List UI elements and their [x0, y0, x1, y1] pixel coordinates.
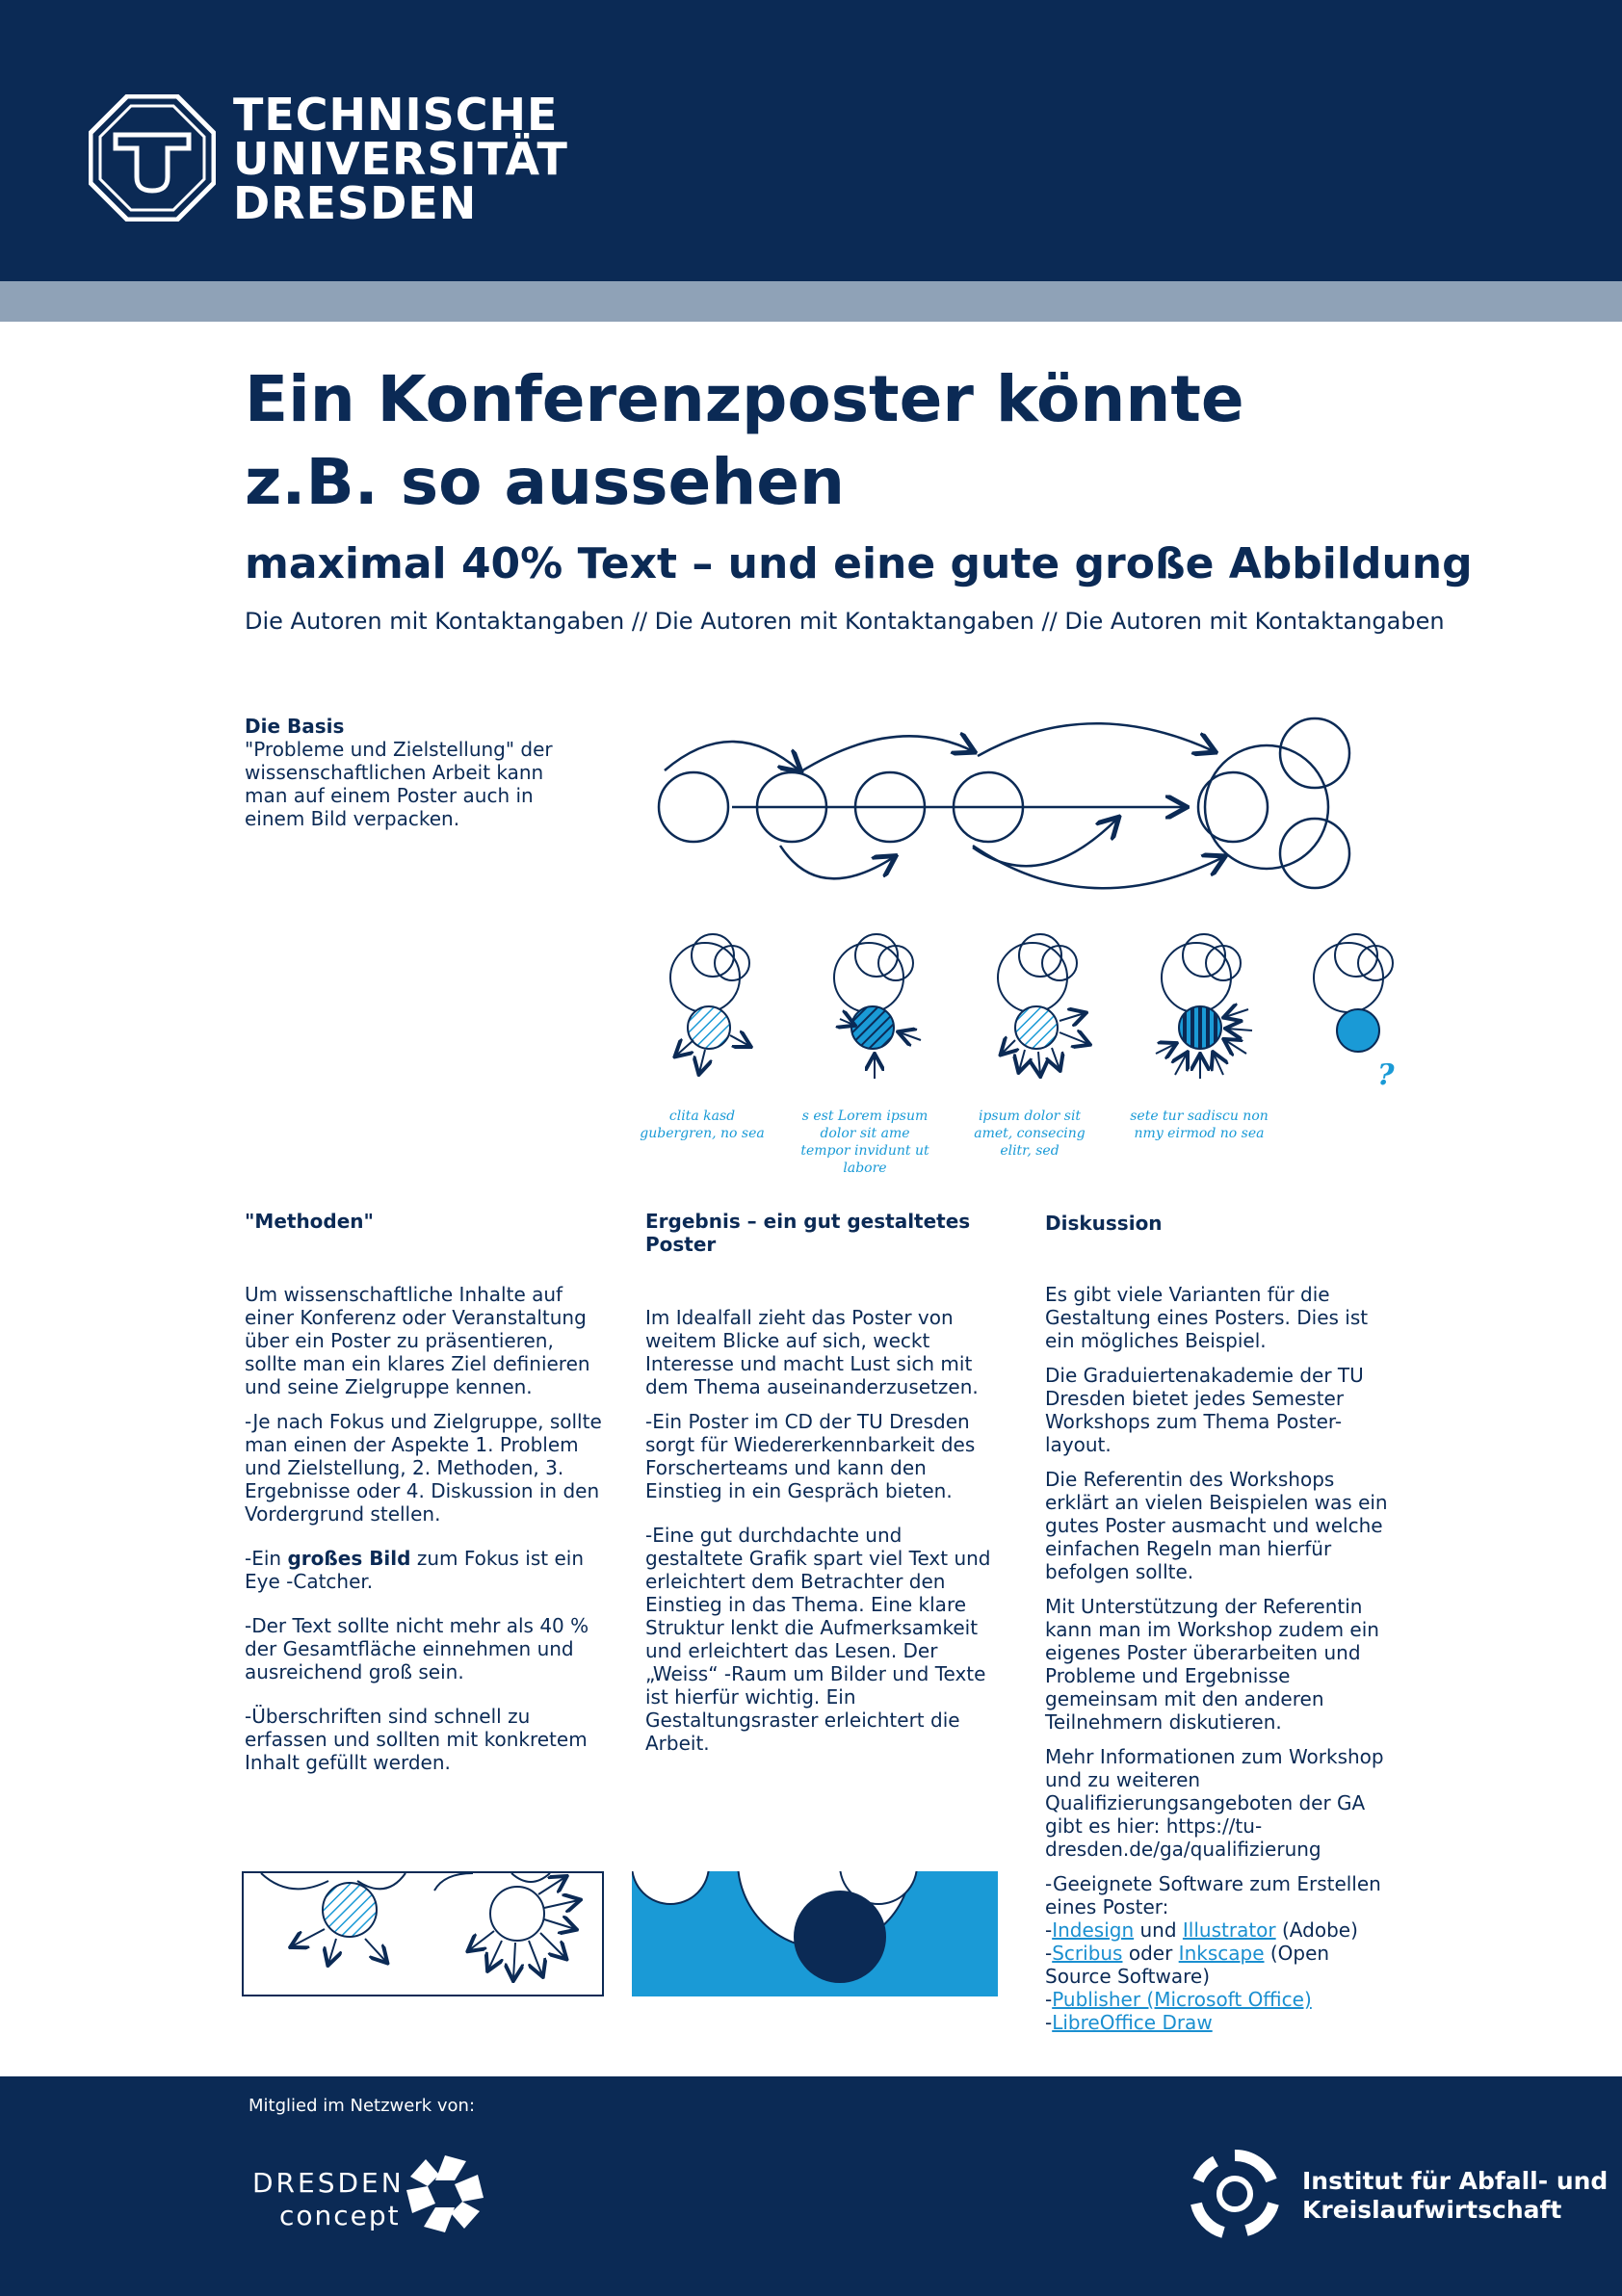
methoden-eye-catcher: -Ein großes Bild zum Fokus ist ein Eye -Catcher. [245, 1547, 584, 1593]
footer-band [0, 2076, 1622, 2296]
university-name-line2: UNIVERSITÄT [233, 133, 568, 185]
diskussion-paragraph: Mehr Informationen zum Workshop und zu weiteren Qualifizierungsangeboten der GA gibt es hier: https://tu-dresden.de/ga/qualifizierung [1045, 1745, 1384, 1861]
software-list [1045, 1872, 1401, 2034]
gray-band [0, 281, 1622, 322]
stage-icons [670, 934, 1393, 1079]
ergebnis-section [645, 1210, 1002, 1766]
software-line-publisher: -Publisher (Microsoft Office) [1045, 1988, 1312, 2011]
methoden-paragraph: Um wissenschaftliche Inhalte auf einer Konferenz oder Veranstaltung über ein Poster zu präsentieren, sollte man ein klares Ziel definieren und seine Zielgruppe kennen. [245, 1283, 590, 1398]
eye-catcher-illustration [242, 1871, 604, 1996]
software-line-adobe: -Indesign und Illustrator (Adobe) [1045, 1918, 1358, 1942]
ergebnis-heading: Ergebnis – ein gut gestaltetes Poster [645, 1210, 971, 1256]
page-subtitle: maximal 40% Text – und eine gute große Abbildung [245, 539, 1473, 588]
institute-name-line1: Institut für Abfall- und [1302, 2167, 1609, 2195]
figure-caption-4: sete tur sadiscu non nmy eirmod no sea [1130, 1109, 1269, 1141]
institute-name [1302, 2167, 1608, 2225]
university-name-line1: TECHNISCHE [233, 89, 559, 141]
institute-logo-icon [1187, 2146, 1283, 2242]
dresden-concept-wordmark: DRESDEN [252, 2167, 405, 2199]
link-inkscape[interactable]: Inkscape [1178, 1942, 1265, 1965]
software-line-open-source: -Scribus oder Inkscape (Open Source Software) [1045, 1942, 1330, 1988]
figure-caption-3: ipsum dolor sit amet, consecing elitr, sed [974, 1109, 1086, 1159]
diskussion-paragraph: Die Graduiertenakademie der TU Dresden bietet jedes Semester Workshops zum Thema Poster-layout. [1045, 1364, 1364, 1456]
ergebnis-paragraph: -Eine gut durchdachte und gestaltete Grafik spart viel Text und erleichtert dem Betrachter den Einstieg in das Thema. Eine klare Struktur lenkt die Aufmerksamkeit und erleichtert das Lesen. Der „Weiss“ -Raum um Bilder und Texte ist hierfür wichtig. Ein Gestaltungsraster erleichtert die Arbeit. [645, 1524, 991, 1755]
result-illustration [632, 1871, 998, 1996]
link-publisher[interactable]: Publisher (Microsoft Office) [1052, 1988, 1312, 2011]
ergebnis-paragraph: -Ein Poster im CD der TU Dresden sorgt für Wiedererkennbarkeit des Forscherteams und kann den Einstieg in ein Gespräch bieten. [645, 1410, 976, 1502]
methoden-heading: "Methoden" [245, 1210, 374, 1233]
dresden-concept-subword: concept [279, 2200, 401, 2231]
basis-section [245, 715, 591, 830]
header-band [0, 0, 1622, 281]
link-illustrator[interactable]: Illustrator [1182, 1918, 1276, 1942]
page-title [245, 358, 1497, 524]
institute-name-line2: Kreislaufwirtschaft [1302, 2196, 1562, 2224]
authors-line: Die Autoren mit Kontaktangaben // Die Autoren mit Kontaktangaben // Die Autoren mit Kontaktangaben [245, 608, 1445, 635]
university-name-line3: DRESDEN [233, 177, 478, 229]
software-intro: -Geeignete Software zum Erstellen eines Poster: [1045, 1872, 1381, 1918]
methoden-paragraph: -Überschriften sind schnell zu erfassen und sollten mit konkretem Inhalt gefüllt werden. [245, 1705, 588, 1774]
link-libreoffice[interactable]: LibreOffice Draw [1052, 2011, 1213, 2034]
diskussion-paragraph: Mit Unterstützung der Referentin kann man im Workshop zudem ein eigenes Poster überarbeiten und Probleme und Ergebnisse gemeinsam mit den anderen Teilnehmern diskutieren. [1045, 1595, 1379, 1734]
network-label: Mitglied im Netzwerk von: [249, 2096, 476, 2116]
figure-caption-1: clita kasd gubergren, no sea [640, 1109, 765, 1141]
diskussion-paragraph: Die Referentin des Workshops erklärt an vielen Beispielen was ein gutes Poster ausmacht und welche einfachen Regeln man hierfür befolgen sollte. [1045, 1468, 1388, 1583]
link-scribus[interactable]: Scribus [1052, 1942, 1123, 1965]
software-line-libreoffice: -LibreOffice Draw [1045, 2011, 1213, 2034]
ergebnis-paragraph: Im Idealfall zieht das Poster von weitem Blicke auf sich, weckt Interesse und macht Lust sich mit dem Thema auseinanderzusetzen. [645, 1306, 979, 1398]
diskussion-paragraph: Es gibt viele Varianten für die Gestaltung eines Posters. Dies ist ein mögliches Beispiel. [1045, 1283, 1369, 1352]
tu-dresden-logo-icon [89, 94, 216, 222]
question-mark-icon: ? [1377, 1058, 1395, 1092]
title-line1: Ein Konferenzposter könnte [245, 362, 1244, 436]
methoden-paragraph: -Der Text sollte nicht mehr als 40 % der Gesamtfläche einnehmen und ausreichend groß sein. [245, 1614, 589, 1683]
title-line2: z.B. so aussehen [245, 445, 846, 519]
process-diagram [636, 703, 1406, 1165]
top-process-flow [659, 718, 1349, 888]
figure-caption-2: s est Lorem ipsum dolor sit ame tempor invidunt ut labore [800, 1109, 929, 1176]
link-indesign[interactable]: Indesign [1052, 1918, 1135, 1942]
diskussion-section [1045, 1212, 1401, 2034]
diskussion-heading: Diskussion [1045, 1212, 1163, 1235]
basis-heading: Die Basis [245, 715, 345, 738]
methoden-section [245, 1210, 611, 1786]
methoden-paragraph: -Je nach Fokus und Zielgruppe, sollte man einen der Aspekte 1. Problem und Zielstellung, 2. Methoden, 3. Ergebnisse oder 4. Diskussion in den Vordergrund stellen. [245, 1410, 602, 1526]
dresden-concept-logo-icon [403, 2152, 487, 2236]
basis-text: "Probleme und Zielstellung" der wissenschaftlichen Arbeit kann man auf einem Poster auch in einem Bild verpacken. [245, 738, 553, 830]
